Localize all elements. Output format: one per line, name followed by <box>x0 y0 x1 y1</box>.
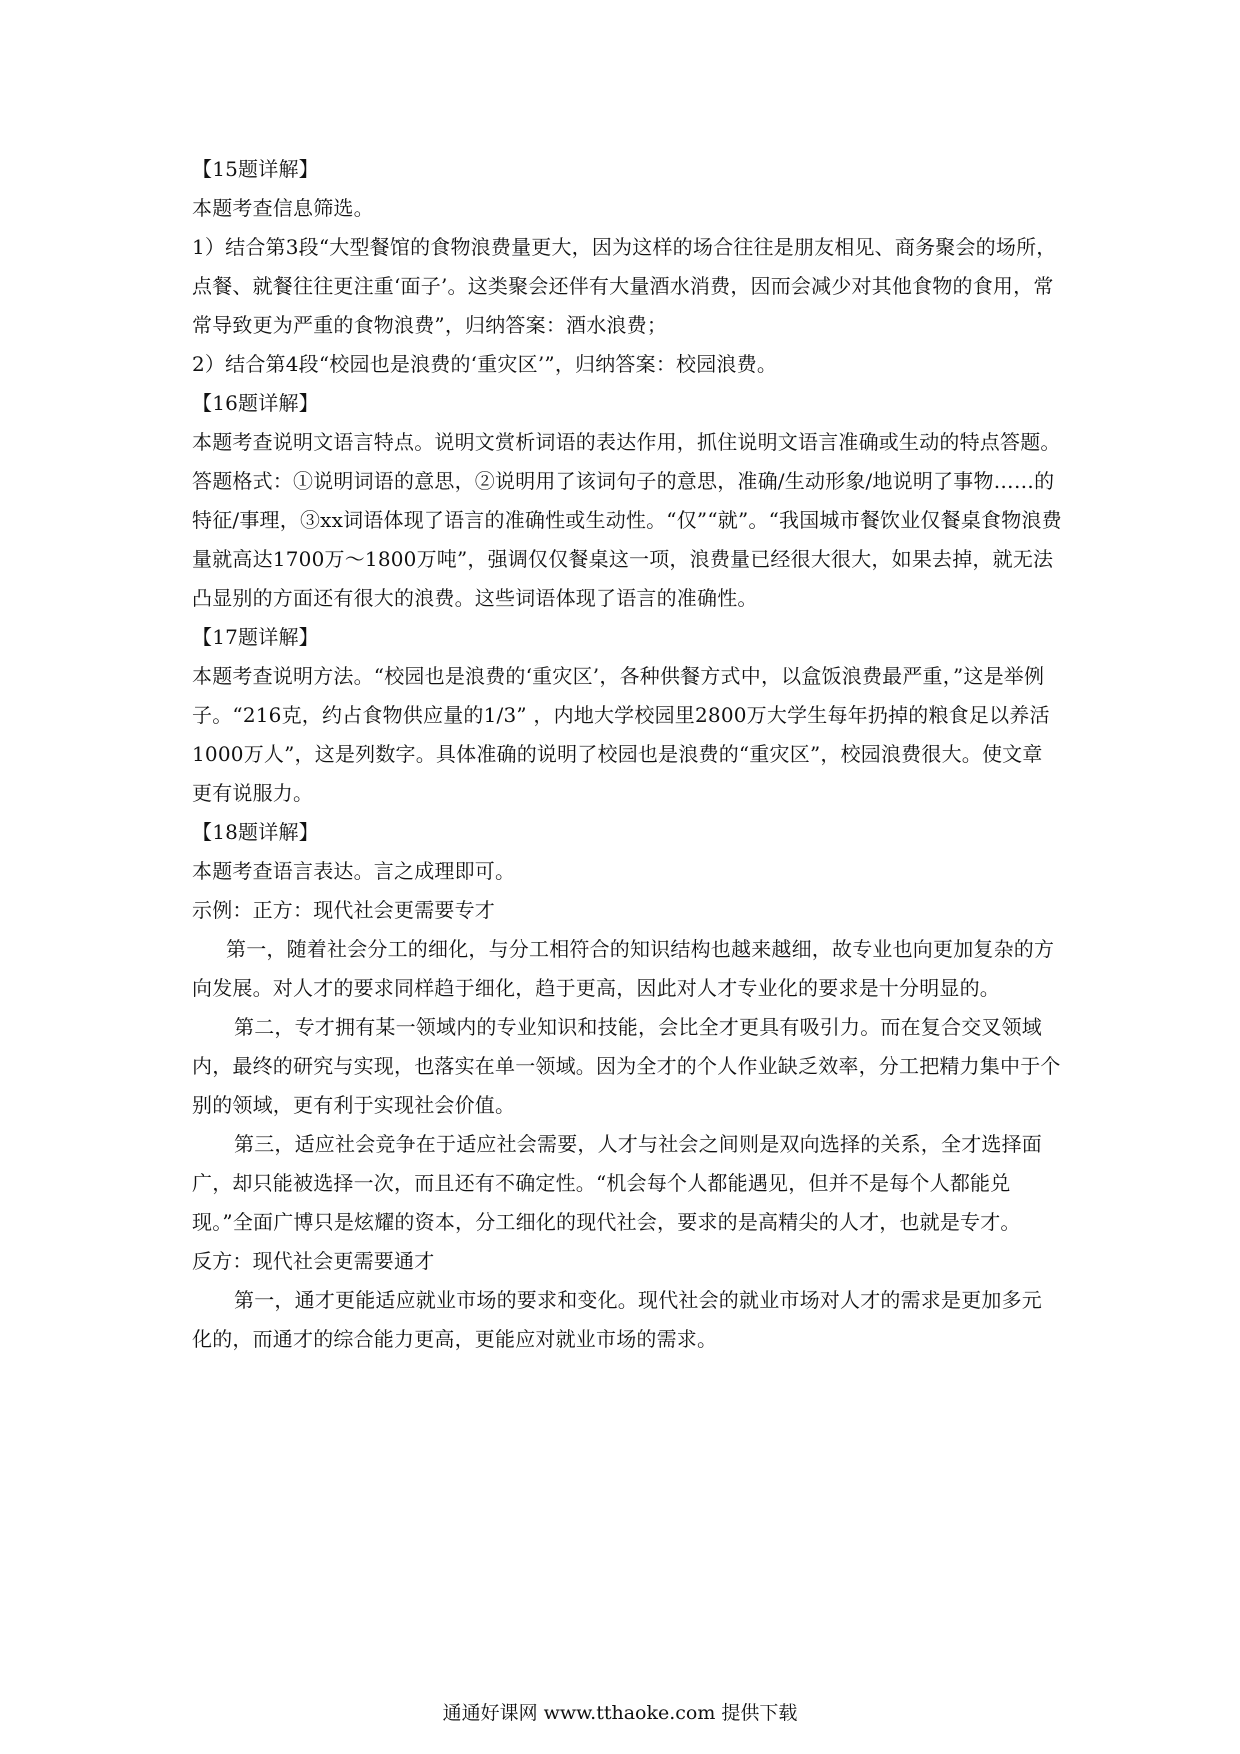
q18-pro-paragraph-1: 第一，随着社会分工的细化，与分工相符合的知识结构也越来越细，故专业也向更加复杂的方向发展。对人才的要求同样趋于细化，趋于更高，因此对人才专业化的要求是十分明显的。 <box>192 937 1055 1000</box>
q18-heading: 【18题详解】 <box>192 820 319 844</box>
q18-pro-paragraph-3: 第三，适应社会竞争在于适应社会需要，人才与社会之间则是双向选择的关系，全才选择面广，却只能被选择一次，而且还有不确定性。“机会每个人都能遇见，但并不是每个人都能兑现。”全面广博只是炫耀的资本，分工细化的现代社会，要求的是高精尖的人才，也就是专才。 <box>192 1132 1042 1234</box>
q15-point-1: 1）结合第3段“大型餐馆的食物浪费量更大，因为这样的场合往往是朋友相见、商务聚会的场所，点餐、就餐往往更注重‘面子’。这类聚会还伴有大量酒水消费，因而会减少对其他食物的食用，常常导致更为严重的食物浪费”，归纳答案：酒水浪费； <box>192 235 1057 337</box>
q18-pro-label: 示例：正方：现代社会更需要专才 <box>192 898 495 922</box>
q15-intro: 本题考查信息筛选。 <box>192 196 374 220</box>
page-footer: 通通好课网 www.tthaoke.com 提供下载 <box>442 1702 798 1724</box>
q17-body: 本题考查说明方法。“校园也是浪费的‘重灾区’，各种供餐方式中，以盒饭浪费最严重，”这是举例子。“216克，约占食物供应量的1/3” ，内地大学校园里2800万大学生每年扔掉的粮食足以养活1000万人”，这是列数字。具体准确的说明了校园也是浪费的“重灾区”，校园浪费很大。使文章更有说服力。 <box>192 664 1050 805</box>
q15-point-2: 2）结合第4段“校园也是浪费的‘重灾区’”，归纳答案：校园浪费。 <box>192 352 778 376</box>
q16-heading: 【16题详解】 <box>192 391 319 415</box>
q17-heading: 【17题详解】 <box>192 625 319 649</box>
q16-body: 本题考查说明文语言特点。说明文赏析词语的表达作用，抓住说明文语言准确或生动的特点答题。答题格式：①说明词语的意思，②说明用了该词句子的意思，准确/生动形象/地说明了事物……的特征/事理，③xx词语体现了语言的准确性或生动性。“仅”“就”。“我国城市餐饮业仅餐桌食物浪费量就高达1700万～1800万吨”，强调仅仅餐桌这一项，浪费量已经很大很大，如果去掉，就无法凸显别的方面还有很大的浪费。这些词语体现了语言的准确性。 <box>192 430 1062 610</box>
q18-con-label: 反方：现代社会更需要通才 <box>192 1249 435 1273</box>
q18-con-paragraph-1: 第一，通才更能适应就业市场的要求和变化。现代社会的就业市场对人才的需求是更加多元化的，而通才的综合能力更高，更能应对就业市场的需求。 <box>192 1288 1042 1351</box>
q18-pro-paragraph-2: 第二，专才拥有某一领域内的专业知识和技能，会比全才更具有吸引力。而在复合交叉领域内，最终的研究与实现，也落实在单一领域。因为全才的个人作业缺乏效率，分工把精力集中于个别的领域，更有利于实现社会价值。 <box>192 1015 1061 1117</box>
q18-intro: 本题考查语言表达。言之成理即可。 <box>192 859 516 883</box>
document-body <box>192 150 1062 1359</box>
q15-heading: 【15题详解】 <box>192 157 319 181</box>
